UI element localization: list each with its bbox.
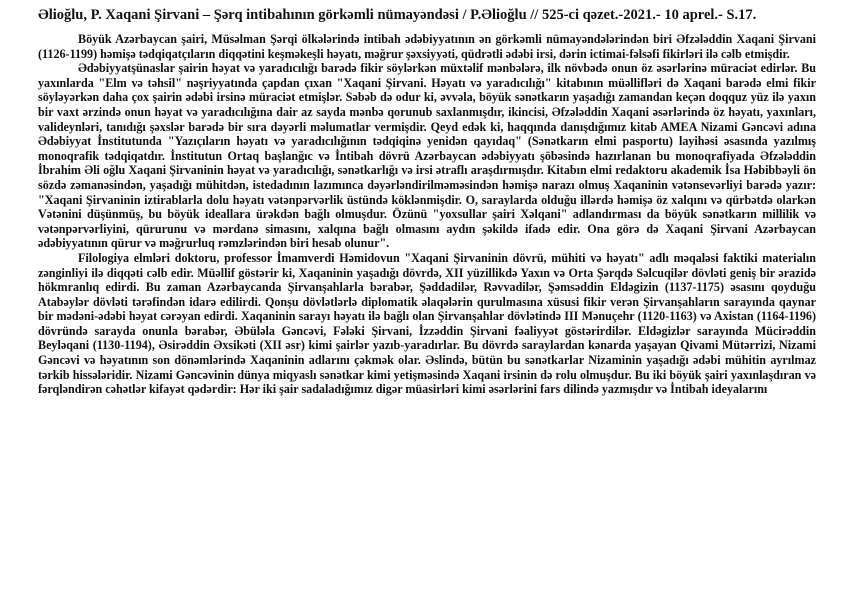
paragraph-2: Ədəbiyyatşünaslar şairin həyat və yaradıcılığı barədə fikir söylərkən müxtəlif mənbələrə, ilk növbədə onun öz əsərlərinə müraciət edirlər. Bu yaxınlarda "Elm və təhsil" nəşriyyatında çapdan çıxan "Xaqani Şirvani. Həyatı və yaradıcılığı" kitabının müəllifləri də Xaqani barədə elmi fikir söyləyərkən daha çox şairin ədəbi irsinə müraciət etmişlər. Səbəb də odur ki, əvvəla, böyük sənətkarın yaşadığı zamandan keçən doqquz yüz ilə yaxın bir vaxt ərzində onun həyat və yaradıcılığına dair az sayda mənbə qorunub saxlanmışdır, ikincisi, Əfzələddin Xaqani əsərlərində öz həyatı, yaxınları, valideynləri, tanıdığı şəxslər barədə bir sıra dəyərli məlumatlar vermişdir. Qeyd edək ki, haqqında danışdığımız kitab AMEA Nizami Gəncəvi adına Ədəbiyyat İnstitutunda "Yazıçıların həyatı və yaradıcılığının tədqiqinə yenidən qayıdaq" (Sənətkarın elmi pasportu) layihəsi əsasında yazılmış monoqrafik tədqiqatdır. İnstitutun Ortaq başlanğıc və İntibah dövrü Azərbaycan ədəbiyyatı şöbəsində hazırlanan bu monoqrafiyada Əfzələddin İbrahim Əli oğlu Xaqani Şirvaninin həyat və yaradıcılığı, sənətkarlığı və irsi ətraflı araşdırmışdır. Kitabın elmi redaktoru akademik İsa Həbibbəyli ön sözdə zəmanəsindən, yaşadığı mühitdən, istedadının lazımınca dəyərləndirilməməsindən həmişə narazı olmuş Xaqaninin vətənsevərliyi barədə yazır: "Xaqani Şirvaninin iztirablarla dolu həyatı vətənpərvərlik üstündə köklənmişdir. O, saraylarda olduğu illərdə həmişə öz xalqını və qürbətdə olarkən Vətənini düşünmüş, bu böyük ideallara ürəkdən bağlı olmuşdur. Özünü "yoxsullar şairi Xəlqani" adlandırması da böyük sənətkarın millilik və vətənpərvərliyini, qürurunu və mərdanə simasını, xalqına bağlı olmasını aydın şəkildə ifadə edir. Ona görə də Xaqani Şirvani Azərbaycan ədəbiyyatının qürur və məğrurluq rəmzlərindən biri hesab olunur". [38,61,816,251]
article-body [38,32,816,397]
paragraph-3: Filologiya elmləri doktoru, professor İmamverdi Həmidovun "Xaqani Şirvaninin dövrü, mühiti və həyatı" adlı məqaləsi faktiki materialın zənginliyi ilə diqqəti cəlb edir. Müəllif göstərir ki, Xaqaninin yaşadığı dövrdə, XII yüzillikdə Yaxın və Orta Şərqdə Səlcuqilər dövləti geniş bir ərazidə hökmranlıq edirdi. Bu zaman Azərbaycanda Şirvanşahlarla bərabər, Şəddadilər, Rəvvadilər, Şəmsəddin Eldəgizin (1137-1175) əsasını qoyduğu Atabəylər dövləti tərəfindən idarə edilirdi. Qonşu dövlətlərlə diplomatik əlaqələrin qurulmasına xüsusi fikir verən Şirvanşahların sarayında qaynar bir mədəni-ədəbi həyat cərəyan edirdi. Xaqaninin sarayı həyatı ilə bağlı olan Şirvanşahlar dövlətində III Mənuçehr (1120-1163) və Axistan (1164-1196) dövründə sarayda onunla bərabər, Əbüləla Gəncəvi, Fələki Şirvani, İzzəddin Şirvani fəaliyyət göstərirdilər. Eldəgizlər sarayında Mücirəddin Beyləqani (1130-1194), Əsirəddin Əxsikəti (XII əsr) kimi şairlər yazıb-yaradırlar. Bu dövrdə saraylardan kənarda yaşayan Qivami Mütərrizi, Nizami Gəncəvi və həyatının son dönəmlərində Xaqaninin adlarını çəkmək olar. Əslində, bütün bu sənətkarlar Nizaminin yaşadığı ədəbi mühitin ayrılmaz tərkib hissələridir. Nizami Gəncəvinin dünya miqyaslı sənətkar kimi yetişməsində Xaqani irsinin də rolu olmuşdur. Bu iki böyük şairi yaxınlaşdıran və fərqləndirən cəhətlər kifayət qədərdir: Hər iki şair sadaladığımız digər müasirləri kimi əsərlərini fars dilində yazmışdır və İntibah ideyalarını [38,250,816,397]
paragraph-1: Böyük Azərbaycan şairi, Müsəlman Şərqi ölkələrində intibah ədəbiyyatının ən görkəmli nümayəndələrindən biri Əfzələddin Xaqani Şirvani (1126-1199) həmişə tədqiqatçıların diqqətini keşməkeşli həyatı, məğrur şəxsiyyəti, qüdrətli ədəbi irsi, dərin ictimai-fəlsəfi fikirləri ilə cəlb etmişdir. [38,32,816,61]
citation-details: Xaqani Şirvani – Şərq intibahının görkəmli nümayəndəsi / P.Əlioğlu // 525-ci qəzet.-2021.- 10 aprel.- S.17. [101,7,757,23]
citation-header [38,6,816,24]
citation-author: Əlioğlu, P. [38,7,102,23]
